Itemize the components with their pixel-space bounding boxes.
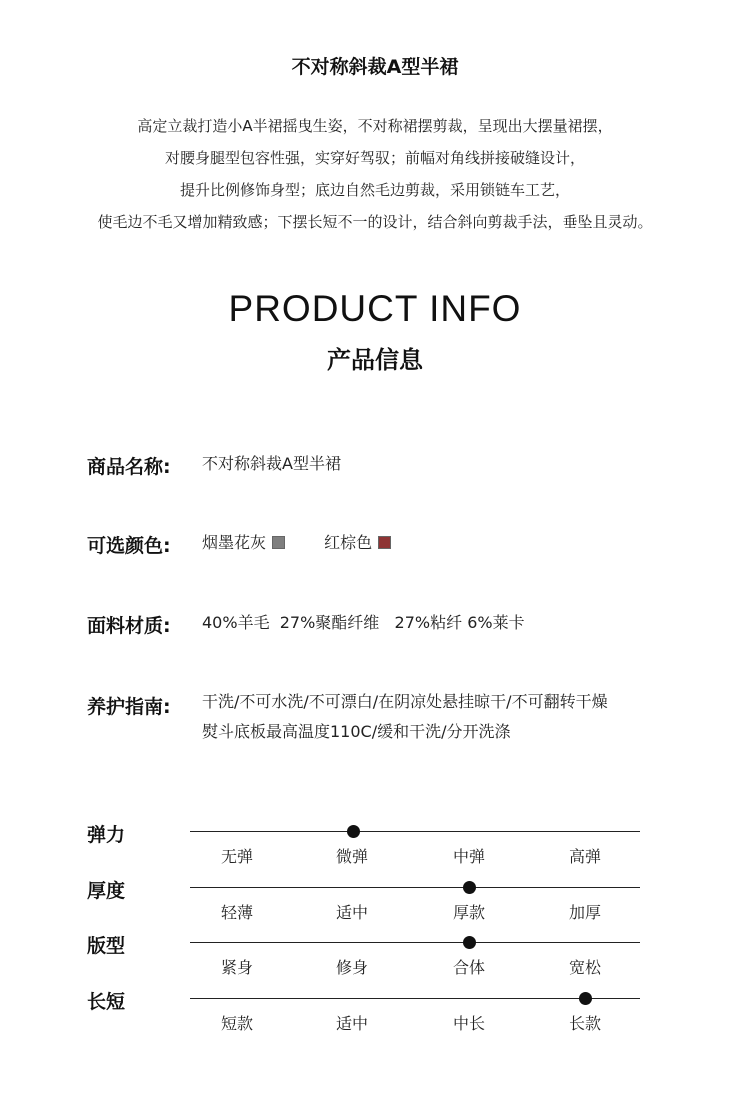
product-headline: 不对称斜裁A型半裙	[291, 56, 459, 78]
scale-option: 适中	[335, 903, 368, 922]
scale-option: 修身	[335, 958, 368, 977]
info-label: 养护指南:	[87, 696, 171, 718]
scale-option: 宽松	[568, 958, 601, 977]
section-title-en: PRODUCT INFO	[228, 288, 522, 329]
info-label: 面料材质:	[87, 615, 171, 637]
scale-line	[190, 887, 640, 888]
scale-option: 无弹	[220, 847, 253, 866]
scale-option: 轻薄	[220, 903, 253, 922]
info-value: 不对称斜裁A型半裙	[202, 454, 341, 473]
info-label: 商品名称:	[87, 456, 171, 478]
description-line: 提升比例修饰身型；底边自然毛边剪裁，采用锁链车工艺，	[179, 181, 570, 199]
product-description	[0, 110, 750, 238]
scale-option: 短款	[220, 1014, 253, 1033]
care-line: 干洗/不可水洗/不可漂白/在阴凉处悬挂晾干/不可翻转干燥	[202, 692, 608, 711]
scale-marker	[579, 992, 592, 1005]
scale-option: 高弹	[568, 847, 601, 866]
scale-label: 版型	[87, 935, 126, 957]
description-line: 高定立裁打造小A半裙摇曳生姿，不对称裙摆剪裁，呈现出大摆量裙摆，	[137, 117, 613, 135]
color-option	[324, 533, 391, 553]
color-options	[202, 533, 425, 553]
care-line: 熨斗底板最高温度110C/缓和干洗/分开洗涤	[202, 722, 511, 741]
scale-thickness	[87, 876, 647, 932]
scale-option: 合体	[452, 958, 485, 977]
scale-label: 长短	[87, 991, 126, 1013]
scale-length	[87, 987, 647, 1043]
scale-line	[190, 998, 640, 999]
info-value: 40%羊毛 27%聚酯纤维 27%粘纤 6%莱卡	[202, 613, 525, 632]
scale-option: 加厚	[568, 903, 601, 922]
care-instructions	[202, 687, 608, 747]
info-label: 可选颜色:	[87, 535, 171, 557]
scale-option: 厚款	[452, 903, 485, 922]
scale-option: 微弹	[335, 847, 368, 866]
scale-fit	[87, 931, 647, 987]
scale-option: 长款	[568, 1014, 601, 1033]
scale-marker	[463, 881, 476, 894]
scale-marker	[347, 825, 360, 838]
scale-marker	[463, 936, 476, 949]
scale-option: 紧身	[220, 958, 253, 977]
color-option-name: 烟墨花灰	[202, 533, 267, 552]
scale-line	[190, 942, 640, 943]
color-swatch	[378, 536, 391, 549]
color-swatch	[272, 536, 285, 549]
scale-option: 中长	[452, 1014, 485, 1033]
scale-elasticity	[87, 820, 647, 876]
scale-option: 中弹	[452, 847, 485, 866]
description-line: 对腰身腿型包容性强，实穿好驾驭；前幅对角线拼接破缝设计，	[164, 149, 585, 167]
description-line: 使毛边不毛又增加精致感；下摆长短不一的设计，结合斜向剪裁手法，垂坠且灵动。	[97, 213, 653, 231]
scale-label: 弹力	[87, 824, 126, 846]
scale-label: 厚度	[87, 880, 126, 902]
scale-line	[190, 831, 640, 832]
color-option-name: 红棕色	[324, 533, 373, 552]
scale-option: 适中	[335, 1014, 368, 1033]
section-title-cn: 产品信息	[327, 346, 423, 374]
color-option	[202, 533, 285, 553]
